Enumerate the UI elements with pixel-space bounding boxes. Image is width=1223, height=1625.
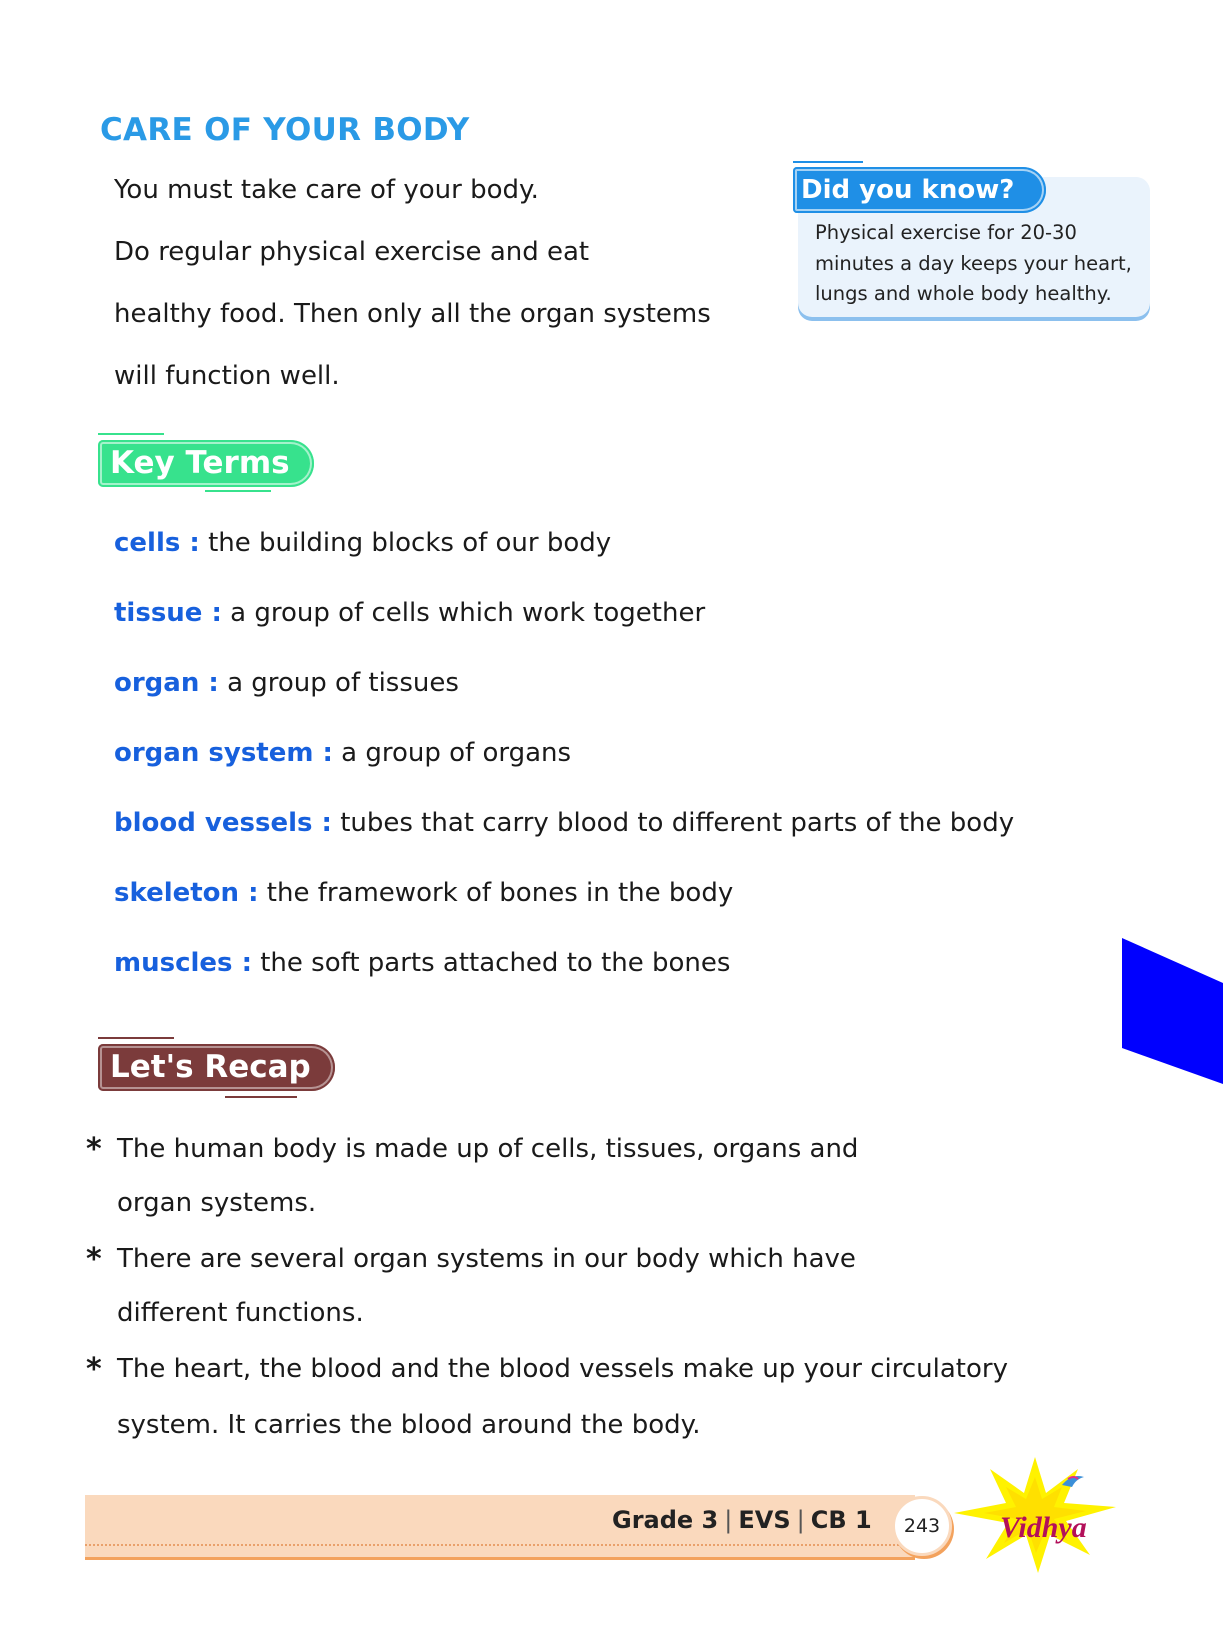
recap-heading: Let's Recap <box>98 1044 335 1091</box>
key-term-row <box>114 668 459 698</box>
key-term: organ : <box>114 668 219 698</box>
footer-label <box>612 1506 872 1534</box>
did-you-know-text <box>815 218 1145 310</box>
intro-line-4: will function well. <box>114 361 340 391</box>
key-term-row <box>114 738 571 768</box>
key-term-row <box>114 948 730 978</box>
logo-text: Vidhya <box>1000 1511 1087 1544</box>
footer-grade: Grade 3 <box>612 1506 719 1534</box>
chapter-side-tab <box>1122 938 1223 1084</box>
key-term-definition: the soft parts attached to the bones <box>260 948 731 978</box>
footer-separator: | <box>796 1506 805 1534</box>
did-you-know-line-1: Physical exercise for 20-30 <box>815 221 1077 244</box>
key-term-row <box>114 878 733 908</box>
recap-item-line: system. It carries the blood around the body. <box>117 1410 701 1440</box>
intro-line-2: Do regular physical exercise and eat <box>114 237 590 267</box>
recap-item-line: The human body is made up of cells, tissues, organs and <box>117 1134 859 1164</box>
key-terms-accent-top <box>98 433 164 435</box>
did-you-know-line-2: minutes a day keeps your heart, <box>815 251 1132 275</box>
key-terms-heading: Key Terms <box>98 440 314 487</box>
intro-line-3: healthy food. Then only all the organ systems <box>114 299 711 329</box>
recap-item-line: organ systems. <box>117 1188 317 1218</box>
bullet-star-icon: * <box>86 1132 102 1167</box>
key-term: tissue : <box>114 598 222 628</box>
key-terms-accent-bottom <box>205 490 271 492</box>
key-term: organ system : <box>114 738 333 768</box>
key-term-definition: the framework of bones in the body <box>266 878 734 908</box>
key-term-definition: a group of tissues <box>227 668 459 698</box>
key-term: cells : <box>114 528 200 558</box>
key-term-definition: the building blocks of our body <box>208 528 612 558</box>
key-term: muscles : <box>114 948 252 978</box>
intro-line-1: You must take care of your body. <box>114 175 539 205</box>
recap-accent-top <box>98 1037 174 1039</box>
recap-item-line: The heart, the blood and the blood vessels make up your circulatory <box>117 1354 1008 1384</box>
key-term-row <box>114 808 1014 838</box>
footer-separator: | <box>724 1506 733 1534</box>
bullet-star-icon: * <box>86 1352 102 1387</box>
key-term-row <box>114 528 611 558</box>
did-you-know-line-3: lungs and whole body healthy. <box>815 282 1112 305</box>
did-you-know-heading: Did you know? <box>793 167 1046 213</box>
key-term-definition: a group of organs <box>341 738 572 768</box>
did-you-know-accent-line <box>793 161 863 163</box>
recap-item-line: different functions. <box>117 1298 364 1328</box>
footer-book: CB 1 <box>810 1506 872 1534</box>
recap-accent-bottom <box>225 1096 297 1098</box>
footer-subject: EVS <box>738 1506 791 1534</box>
footer-dotted-line <box>85 1544 915 1546</box>
vidhya-logo-icon <box>950 1455 1120 1575</box>
section-title: CARE OF YOUR BODY <box>100 112 470 148</box>
key-term: blood vessels : <box>114 808 332 838</box>
bullet-star-icon: * <box>86 1242 102 1277</box>
recap-item-line: There are several organ systems in our body which have <box>117 1244 856 1274</box>
key-term-row <box>114 598 705 628</box>
key-term-definition: tubes that carry blood to different parts of the body <box>340 808 1015 838</box>
key-term-definition: a group of cells which work together <box>230 598 706 628</box>
key-term: skeleton : <box>114 878 259 908</box>
page-number: 243 <box>892 1496 952 1556</box>
